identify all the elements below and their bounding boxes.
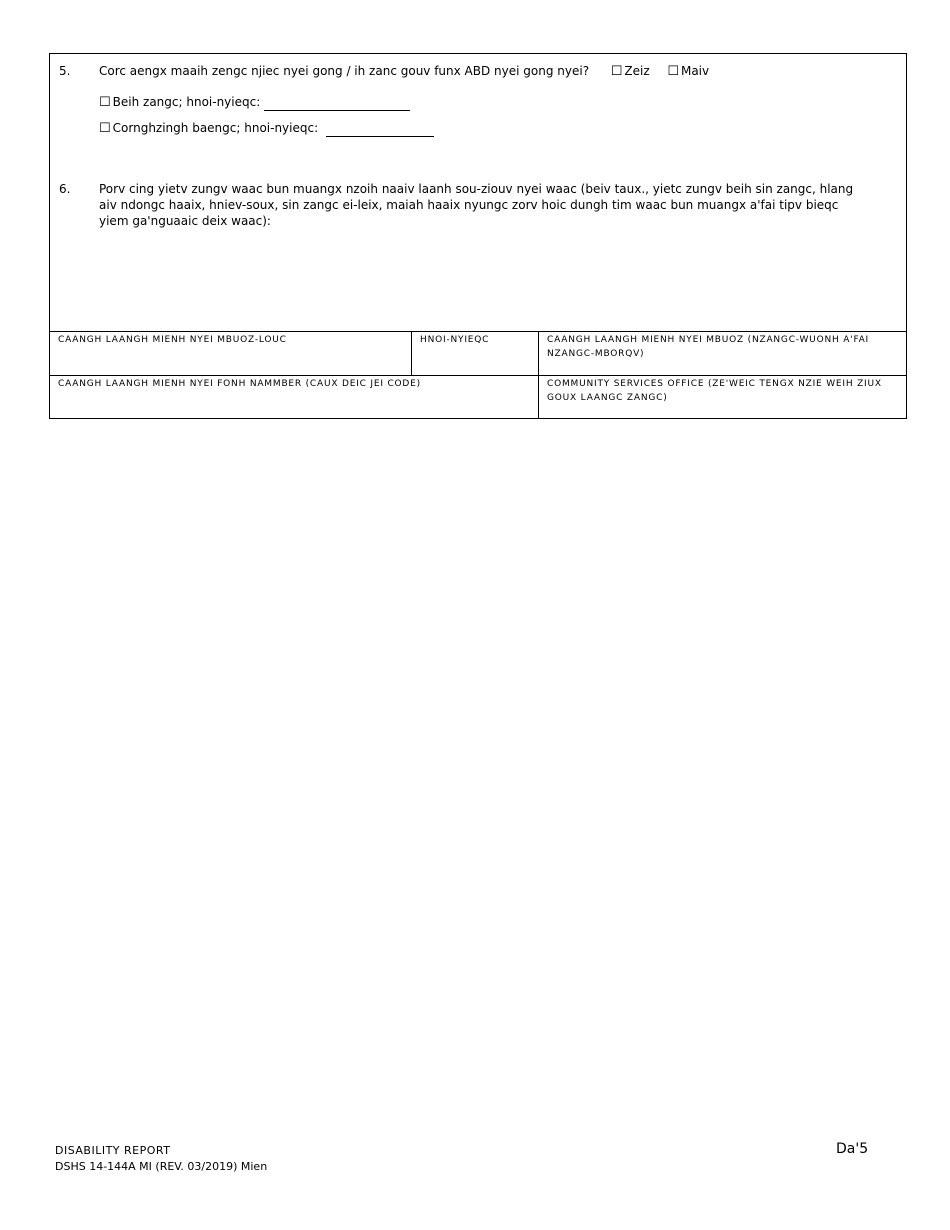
checkbox-sub1[interactable]: ☐	[99, 95, 111, 110]
question-6-line-2: aiv ndongc haaix, hniev-soux, sin zangc ei-leix, maiah haaix nyungc zorv hoic dungh tim waac bun muangx a'fai tipv bieqc	[99, 198, 839, 212]
column-divider-1	[411, 331, 412, 375]
name-label: CAANGH LAANGH MIENH NYEI MBUOZ (NZANGC-WUONH A'FAI NZANGC-MBORQV)	[547, 335, 870, 359]
signature-field[interactable]	[58, 333, 403, 347]
questions-area	[50, 54, 906, 332]
date-label: HNOI-NYIEQC	[420, 335, 490, 345]
page-number: Da'5	[836, 1141, 869, 1157]
footer-title: DISABILITY REPORT	[55, 1144, 171, 1157]
question-6-number: 6.	[59, 182, 71, 196]
footer-info	[55, 1143, 267, 1175]
question-5-sub1	[99, 94, 410, 111]
question-5-sub2	[99, 120, 434, 137]
phone-label: CAANGH LAANGH MIENH NYEI FONH NAMMBER (CAUX DEIC JEI CODE)	[58, 379, 421, 389]
question-6-line-1: Porv cing yietv zungv waac bun muangx nzoih naaiv laanh sou-ziouv nyei waac (beiv taux., yietc zungv beih sin zangc, hlang	[99, 182, 854, 196]
checkbox-no[interactable]: ☐ Maiv	[667, 64, 710, 79]
row-divider-2	[50, 375, 906, 376]
question-5-text: Corc aengx maaih zengc njiec nyei gong / ih zanc gouv funx ABD nyei gong nyei?	[99, 64, 590, 78]
form-section	[49, 53, 907, 419]
phone-field[interactable]	[58, 377, 528, 391]
question-5-row	[99, 63, 899, 80]
signature-label: CAANGH LAANGH MIENH NYEI MBUOZ-LOUC	[58, 335, 287, 345]
question-6-text	[99, 181, 899, 229]
checkbox-sub2[interactable]: ☐	[99, 121, 111, 136]
name-field[interactable]	[547, 333, 897, 361]
footer-form-code: DSHS 14-144A MI (REV. 03/2019) Mien	[55, 1160, 268, 1173]
sub1-label: Beih zangc; hnoi-nyieqc:	[112, 95, 261, 109]
question-6-answer-area[interactable]	[99, 232, 899, 327]
checkbox-yes[interactable]: ☐ Zeiz	[610, 64, 650, 79]
option-no-label: Maiv	[680, 64, 710, 78]
date-field[interactable]	[420, 333, 532, 347]
question-5-number: 5.	[59, 64, 71, 78]
office-label: COMMUNITY SERVICES OFFICE (ZE'WEIC TENGX NZIE WEIH ZIUX GOUX LAANGC ZANGC)	[547, 379, 882, 403]
option-yes-label: Zeiz	[624, 64, 650, 78]
sub1-date-line[interactable]	[264, 97, 410, 111]
row-divider-1	[50, 331, 906, 332]
question-6-line-3: yiem ga'nguaaic deix waac):	[99, 214, 271, 228]
sub2-label: Cornghzingh baengc; hnoi-nyieqc:	[112, 121, 319, 135]
office-field[interactable]	[547, 377, 902, 405]
sub2-date-line[interactable]	[326, 123, 434, 137]
